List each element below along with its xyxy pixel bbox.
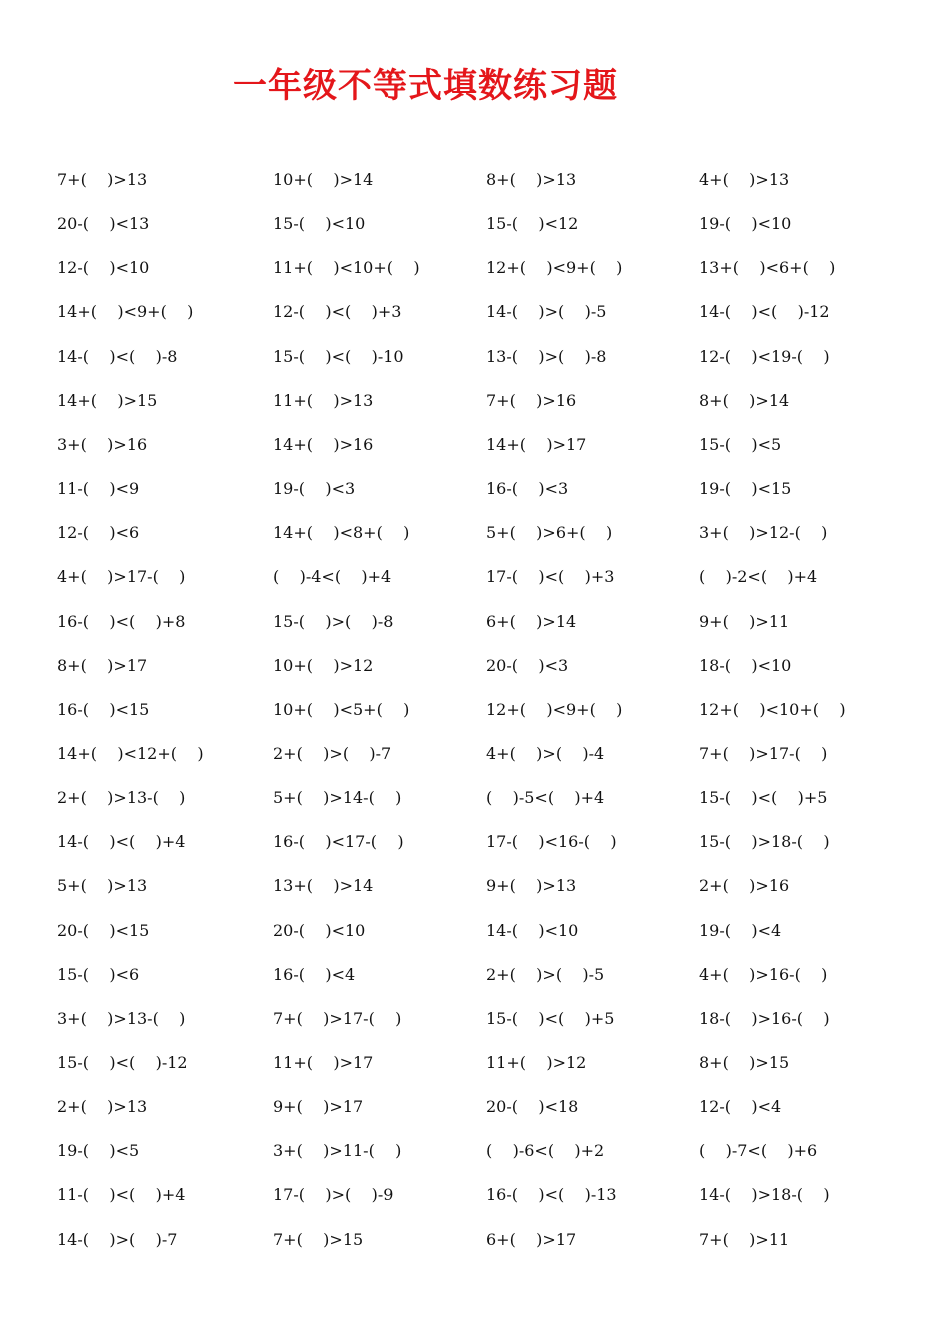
exercise-row — [0, 960, 950, 990]
exercise-item: 7+( )>13 — [57, 170, 148, 189]
exercise-item: 9+( )>13 — [486, 876, 577, 896]
worksheet-title: 一年级不等式填数练习题 — [233, 66, 618, 106]
exercise-item: ( )-7<( )+6 — [699, 1141, 818, 1161]
exercise-item: 8+( )>15 — [699, 1053, 790, 1072]
exercise-item: 7+( )>17-( ) — [699, 743, 828, 763]
exercise-row — [0, 871, 950, 901]
exercise-row — [0, 1048, 950, 1078]
exercise-row — [0, 518, 950, 548]
exercise-item: 11+( )>12 — [486, 1053, 587, 1072]
exercise-item: 15-( )<5 — [699, 434, 782, 454]
exercise-row — [0, 1004, 950, 1034]
exercise-item: 11+( )>13 — [273, 390, 374, 410]
exercise-item: 10+( )>14 — [273, 170, 374, 189]
exercise-item: 18-( )<10 — [699, 655, 792, 675]
exercise-item: 15-( )<( )-10 — [273, 346, 404, 366]
exercise-item: 19-( )<3 — [273, 479, 356, 499]
exercise-item: 14-( )<( )-12 — [699, 302, 830, 322]
exercise-item: 15-( )>18-( ) — [699, 832, 830, 852]
exercise-item: 16-( )<17-( ) — [273, 832, 404, 852]
exercise-item: 5+( )>6+( ) — [486, 523, 613, 543]
exercise-row — [0, 342, 950, 372]
exercise-item: 3+( )>11-( ) — [273, 1141, 402, 1161]
exercise-item: 12-( )<( )+3 — [273, 302, 402, 322]
exercise-item: 15-( )<12 — [486, 214, 579, 234]
exercise-item: 3+( )>13-( ) — [57, 1008, 186, 1028]
exercise-item: 8+( )>14 — [699, 390, 790, 410]
exercise-item: 11+( )>17 — [273, 1053, 374, 1072]
exercise-item: 14+( )>15 — [57, 390, 158, 410]
exercise-item: 14+( )>16 — [273, 434, 374, 454]
exercise-item: 20-( )<15 — [57, 920, 150, 940]
exercise-row — [0, 474, 950, 504]
exercise-item: ( )-5<( )+4 — [486, 788, 605, 808]
exercise-item: 7+( )>15 — [273, 1229, 364, 1249]
exercise-row — [0, 739, 950, 769]
exercise-row — [0, 916, 950, 946]
exercise-item: 4+( )>13 — [699, 170, 790, 189]
exercise-item: 2+( )>13 — [57, 1097, 148, 1117]
exercise-item: 8+( )>17 — [57, 655, 148, 675]
exercise-row — [0, 1225, 950, 1255]
exercise-item: 19-( )<4 — [699, 920, 782, 940]
exercise-item: 11+( )<10+( ) — [273, 258, 420, 278]
exercise-item: 11-( )<( )+4 — [57, 1185, 186, 1205]
exercise-item: 14+( )<8+( ) — [273, 523, 410, 543]
exercise-row — [0, 297, 950, 327]
exercise-row — [0, 386, 950, 416]
exercise-item: 9+( )>11 — [699, 611, 790, 631]
exercise-item: 13+( )<6+( ) — [699, 258, 836, 278]
exercise-item: 19-( )<5 — [57, 1141, 140, 1161]
exercise-item: 8+( )>13 — [486, 170, 577, 189]
exercise-item: 7+( )>16 — [486, 390, 577, 410]
exercise-item: 15-( )<( )-12 — [57, 1053, 188, 1072]
exercise-item: 10+( )>12 — [273, 655, 374, 675]
exercise-item: 14-( )<( )-8 — [57, 346, 178, 366]
exercise-item: 2+( )>( )-5 — [486, 964, 605, 984]
exercise-item: 4+( )>( )-4 — [486, 743, 605, 763]
exercise-item: 4+( )>16-( ) — [699, 964, 828, 984]
exercise-item: 14-( )<10 — [486, 920, 579, 940]
exercise-item: 12+( )<10+( ) — [699, 699, 846, 719]
exercise-row — [0, 165, 950, 195]
exercise-item: 6+( )>17 — [486, 1229, 577, 1249]
exercise-item: 12+( )<9+( ) — [486, 258, 623, 278]
exercise-item: 15-( )<10 — [273, 214, 366, 234]
exercise-item: 17-( )<( )+3 — [486, 567, 615, 587]
exercise-item: 13-( )>( )-8 — [486, 346, 607, 366]
exercise-item: 20-( )<13 — [57, 214, 150, 234]
exercise-item: 14-( )>( )-5 — [486, 302, 607, 322]
exercise-item: ( )-4<( )+4 — [273, 567, 392, 587]
exercise-item: 20-( )<10 — [273, 920, 366, 940]
exercise-item: 12-( )<10 — [57, 258, 150, 278]
exercise-item: 14-( )>18-( ) — [699, 1185, 830, 1205]
exercise-item: 5+( )>13 — [57, 876, 148, 896]
exercise-item: 17-( )>( )-9 — [273, 1185, 394, 1205]
exercise-row — [0, 1180, 950, 1210]
exercise-item: 14+( )<9+( ) — [57, 302, 194, 322]
exercise-item: 15-( )<( )+5 — [486, 1008, 615, 1028]
exercise-row — [0, 1136, 950, 1166]
exercise-item: 6+( )>14 — [486, 611, 577, 631]
exercise-item: 11-( )<9 — [57, 479, 140, 499]
exercise-row — [0, 253, 950, 283]
exercise-item: ( )-2<( )+4 — [699, 567, 818, 587]
exercise-row — [0, 430, 950, 460]
exercise-row — [0, 562, 950, 592]
exercise-item: 14-( )<( )+4 — [57, 832, 186, 852]
exercise-item: 5+( )>14-( ) — [273, 788, 402, 808]
exercise-item: ( )-6<( )+2 — [486, 1141, 605, 1161]
exercise-item: 16-( )<3 — [486, 479, 569, 499]
exercise-row — [0, 1092, 950, 1122]
exercise-item: 14-( )>( )-7 — [57, 1229, 178, 1249]
exercise-item: 20-( )<3 — [486, 655, 569, 675]
exercise-row — [0, 695, 950, 725]
exercise-row — [0, 607, 950, 637]
exercise-item: 4+( )>17-( ) — [57, 567, 186, 587]
exercise-item: 7+( )>11 — [699, 1229, 790, 1249]
exercise-item: 16-( )<15 — [57, 699, 150, 719]
exercise-item: 15-( )<( )+5 — [699, 788, 828, 808]
exercise-item: 9+( )>17 — [273, 1097, 364, 1117]
exercise-item: 12-( )<6 — [57, 523, 140, 543]
exercise-row — [0, 651, 950, 681]
exercise-item: 17-( )<16-( ) — [486, 832, 617, 852]
exercise-item: 20-( )<18 — [486, 1097, 579, 1117]
exercise-item: 12-( )<19-( ) — [699, 346, 830, 366]
exercise-item: 15-( )<6 — [57, 964, 140, 984]
exercise-row — [0, 783, 950, 813]
exercise-item: 7+( )>17-( ) — [273, 1008, 402, 1028]
exercise-item: 19-( )<10 — [699, 214, 792, 234]
exercise-item: 19-( )<15 — [699, 479, 792, 499]
exercise-item: 3+( )>16 — [57, 434, 148, 454]
exercise-item: 16-( )<( )+8 — [57, 611, 186, 631]
exercise-item: 14+( )>17 — [486, 434, 587, 454]
exercise-item: 12-( )<4 — [699, 1097, 782, 1117]
exercise-item: 14+( )<12+( ) — [57, 743, 204, 763]
exercise-item: 18-( )>16-( ) — [699, 1008, 830, 1028]
exercise-item: 10+( )<5+( ) — [273, 699, 410, 719]
exercise-item: 12+( )<9+( ) — [486, 699, 623, 719]
exercise-item: 13+( )>14 — [273, 876, 374, 896]
exercise-item: 3+( )>12-( ) — [699, 523, 828, 543]
exercise-item: 15-( )>( )-8 — [273, 611, 394, 631]
exercise-item: 2+( )>16 — [699, 876, 790, 896]
exercise-row — [0, 827, 950, 857]
exercise-item: 16-( )<4 — [273, 964, 356, 984]
exercise-item: 2+( )>13-( ) — [57, 788, 186, 808]
exercise-item: 16-( )<( )-13 — [486, 1185, 617, 1205]
exercise-item: 2+( )>( )-7 — [273, 743, 392, 763]
exercise-row — [0, 209, 950, 239]
